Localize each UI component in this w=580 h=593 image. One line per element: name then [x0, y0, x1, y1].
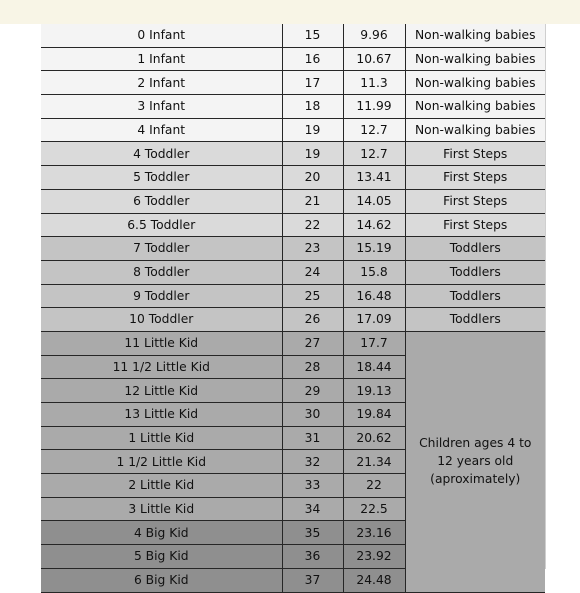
length-cm-cell: 9.96 [343, 24, 405, 47]
length-cm-cell: 23.16 [343, 521, 405, 545]
eu-size-cell: 25 [282, 284, 343, 308]
eu-size-cell: 24 [282, 260, 343, 284]
table-row [41, 213, 545, 237]
eu-size-cell: 36 [282, 545, 343, 569]
length-cm-cell: 15.19 [343, 237, 405, 261]
size-cell: 9 Toddler [41, 284, 282, 308]
size-cell: 11 1/2 Little Kid [41, 355, 282, 379]
eu-size-cell: 34 [282, 497, 343, 521]
eu-size-cell: 26 [282, 308, 343, 332]
stage-cell: First Steps [405, 189, 545, 213]
shoe-size-table [41, 24, 545, 593]
length-cm-cell: 11.3 [343, 71, 405, 95]
size-cell: 12 Little Kid [41, 379, 282, 403]
eu-size-cell: 33 [282, 474, 343, 498]
size-cell: 7 Toddler [41, 237, 282, 261]
stage-cell: First Steps [405, 142, 545, 166]
table-row [41, 284, 545, 308]
stage-text-line: (aproximately) [430, 471, 521, 486]
eu-size-cell: 22 [282, 213, 343, 237]
size-cell: 2 Little Kid [41, 474, 282, 498]
length-cm-cell: 17.09 [343, 308, 405, 332]
table-row [41, 95, 545, 119]
size-cell: 5 Toddler [41, 166, 282, 190]
table-right-edge [545, 24, 546, 569]
eu-size-cell: 31 [282, 426, 343, 450]
table-row [41, 166, 545, 190]
size-cell: 6 Toddler [41, 189, 282, 213]
stage-text-line: 12 years old [437, 453, 514, 468]
table-row [41, 260, 545, 284]
length-cm-cell: 23.92 [343, 545, 405, 569]
table-row [41, 308, 545, 332]
length-cm-cell: 21.34 [343, 450, 405, 474]
eu-size-cell: 27 [282, 331, 343, 355]
length-cm-cell: 11.99 [343, 95, 405, 119]
table-row [41, 47, 545, 71]
length-cm-cell: 12.7 [343, 142, 405, 166]
table-row [41, 71, 545, 95]
eu-size-cell: 20 [282, 166, 343, 190]
size-table-body [41, 24, 545, 592]
size-cell: 11 Little Kid [41, 331, 282, 355]
eu-size-cell: 19 [282, 142, 343, 166]
eu-size-cell: 15 [282, 24, 343, 47]
length-cm-cell: 14.62 [343, 213, 405, 237]
stage-cell: Non-walking babies [405, 118, 545, 142]
length-cm-cell: 18.44 [343, 355, 405, 379]
stage-cell: Toddlers [405, 284, 545, 308]
size-cell: 8 Toddler [41, 260, 282, 284]
table-row [41, 118, 545, 142]
stage-text-line: Children ages 4 to [419, 435, 532, 450]
stage-cell-children-ages [405, 331, 545, 592]
eu-size-cell: 21 [282, 189, 343, 213]
eu-size-cell: 37 [282, 568, 343, 592]
size-cell: 0 Infant [41, 24, 282, 47]
length-cm-cell: 15.8 [343, 260, 405, 284]
size-cell: 6 Big Kid [41, 568, 282, 592]
size-cell: 5 Big Kid [41, 545, 282, 569]
length-cm-cell: 24.48 [343, 568, 405, 592]
eu-size-cell: 28 [282, 355, 343, 379]
stage-cell: Non-walking babies [405, 47, 545, 71]
eu-size-cell: 32 [282, 450, 343, 474]
length-cm-cell: 17.7 [343, 331, 405, 355]
table-row [41, 331, 545, 355]
stage-cell: Non-walking babies [405, 71, 545, 95]
length-cm-cell: 19.13 [343, 379, 405, 403]
length-cm-cell: 14.05 [343, 189, 405, 213]
eu-size-cell: 16 [282, 47, 343, 71]
eu-size-cell: 23 [282, 237, 343, 261]
size-cell: 1 Little Kid [41, 426, 282, 450]
size-cell: 3 Infant [41, 95, 282, 119]
length-cm-cell: 22 [343, 474, 405, 498]
eu-size-cell: 18 [282, 95, 343, 119]
length-cm-cell: 12.7 [343, 118, 405, 142]
table-row [41, 142, 545, 166]
table-row [41, 24, 545, 47]
stage-cell: Toddlers [405, 260, 545, 284]
table-row [41, 237, 545, 261]
eu-size-cell: 19 [282, 118, 343, 142]
size-cell: 4 Infant [41, 118, 282, 142]
eu-size-cell: 17 [282, 71, 343, 95]
stage-cell: Toddlers [405, 237, 545, 261]
table-row [41, 189, 545, 213]
size-cell: 2 Infant [41, 71, 282, 95]
length-cm-cell: 19.84 [343, 403, 405, 427]
stage-cell: Non-walking babies [405, 24, 545, 47]
stage-cell: Non-walking babies [405, 95, 545, 119]
size-chart-sheet [41, 24, 545, 587]
length-cm-cell: 22.5 [343, 497, 405, 521]
length-cm-cell: 20.62 [343, 426, 405, 450]
stage-cell: Toddlers [405, 308, 545, 332]
eu-size-cell: 35 [282, 521, 343, 545]
length-cm-cell: 16.48 [343, 284, 405, 308]
size-cell: 1 Infant [41, 47, 282, 71]
eu-size-cell: 29 [282, 379, 343, 403]
size-cell: 6.5 Toddler [41, 213, 282, 237]
length-cm-cell: 13.41 [343, 166, 405, 190]
top-band [0, 0, 580, 24]
size-cell: 4 Big Kid [41, 521, 282, 545]
length-cm-cell: 10.67 [343, 47, 405, 71]
stage-cell: First Steps [405, 213, 545, 237]
size-cell: 10 Toddler [41, 308, 282, 332]
eu-size-cell: 30 [282, 403, 343, 427]
size-cell: 4 Toddler [41, 142, 282, 166]
size-cell: 3 Little Kid [41, 497, 282, 521]
size-cell: 13 Little Kid [41, 403, 282, 427]
stage-cell: First Steps [405, 166, 545, 190]
size-cell: 1 1/2 Little Kid [41, 450, 282, 474]
